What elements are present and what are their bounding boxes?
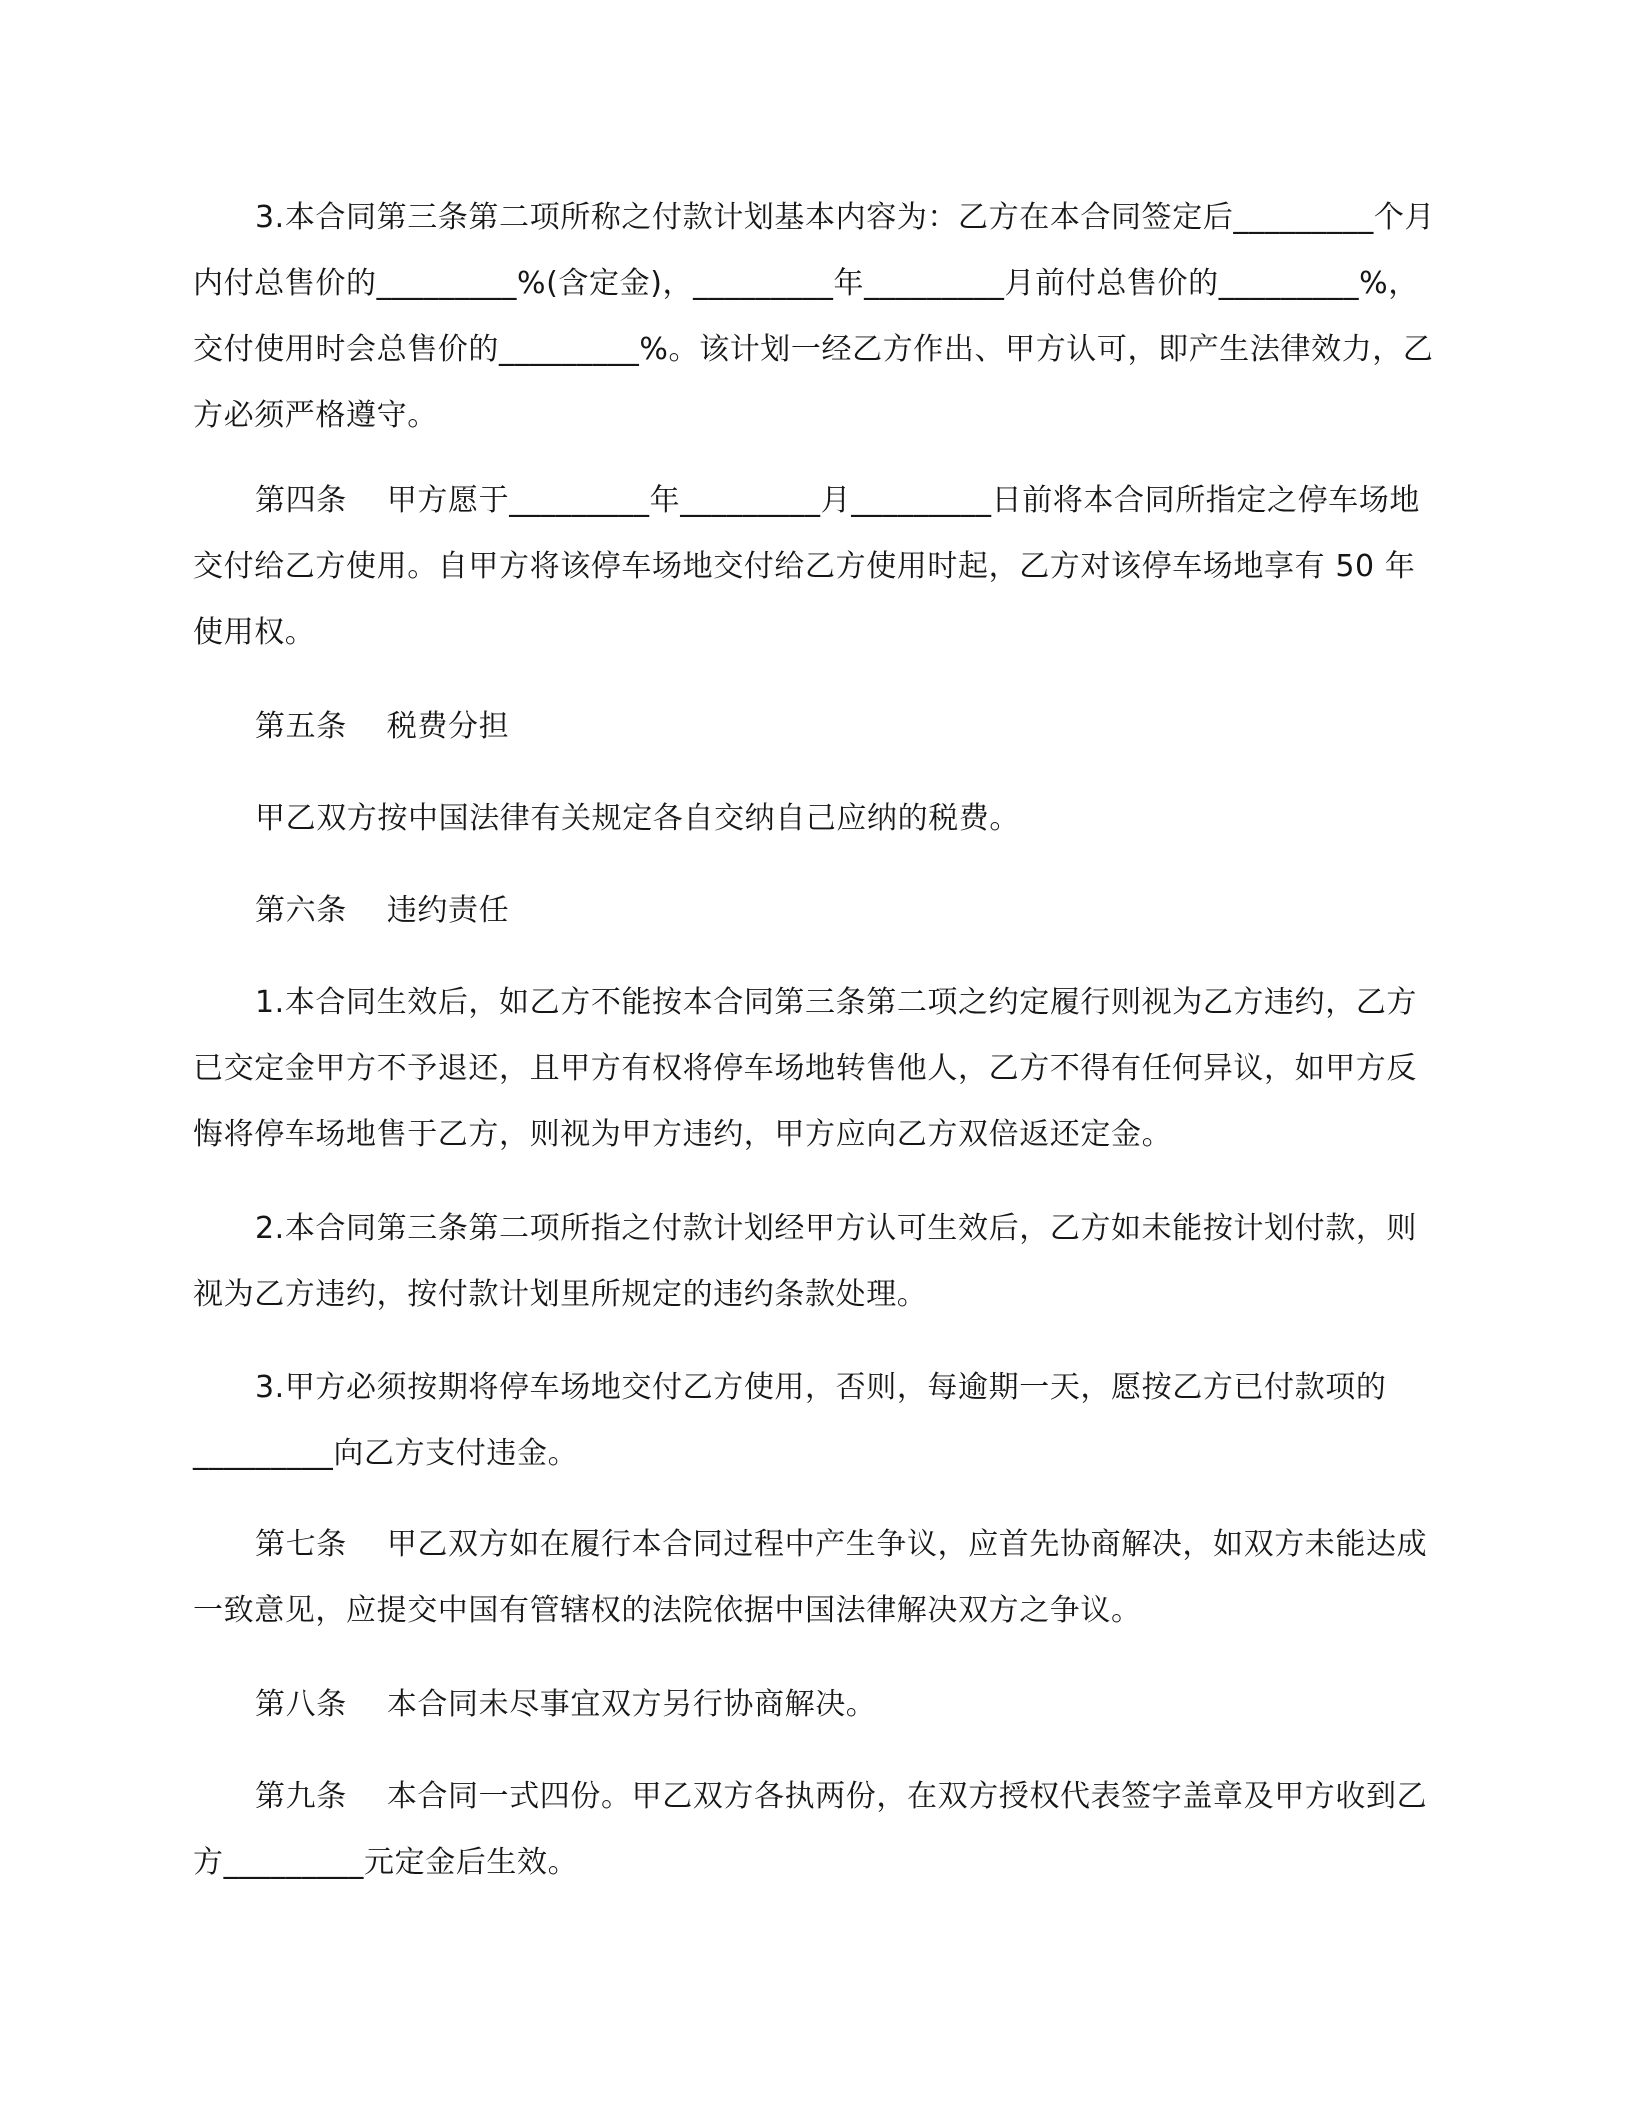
article-heading: 第九条 <box>255 1779 347 1814</box>
paragraph-text: 3.本合同第三条第二项所称之付款计划基本内容为：乙方在本合同签定后_________个月内付总售价的_________%(含定金)，_________年_________月前付总售价的_________%，交付使用时会总售价的_________%。该计划一经乙方作出、甲方认可，即产生法律效力，乙方必须严格遵守。 <box>193 200 1436 433</box>
paragraph-text: 本合同一式四份。甲乙双方各执两份，在双方授权代表签字盖章及甲方收到乙方_________元定金后生效。 <box>193 1779 1428 1880</box>
breach-clause-1 <box>193 970 1441 1168</box>
article-nine-paragraph <box>193 1764 1441 1896</box>
paragraph-text: 本合同未尽事宜双方另行协商解决。 <box>386 1687 877 1722</box>
breach-clause-2 <box>193 1196 1441 1328</box>
article-title: 税费分担 <box>386 709 510 744</box>
article-title: 违约责任 <box>386 893 510 928</box>
payment-plan-paragraph <box>193 185 1441 449</box>
breach-clause-3 <box>193 1355 1441 1487</box>
article-seven-paragraph <box>193 1512 1441 1644</box>
article-heading: 第七条 <box>255 1527 347 1562</box>
article-heading: 第四条 <box>255 483 347 518</box>
article-five-heading <box>193 694 1441 760</box>
paragraph-text: 2.本合同第三条第二项所指之付款计划经甲方认可生效后，乙方如未能按计划付款，则视为乙方违约，按付款计划里所规定的违约条款处理。 <box>193 1211 1418 1312</box>
article-heading: 第六条 <box>255 893 347 928</box>
paragraph-text: 甲乙双方如在履行本合同过程中产生争议，应首先协商解决，如双方未能达成一致意见，应提交中国有管辖权的法院依据中国法律解决双方之争议。 <box>193 1527 1428 1628</box>
article-heading: 第五条 <box>255 709 347 744</box>
article-eight-paragraph <box>193 1672 1441 1738</box>
paragraph-text: 甲乙双方按中国法律有关规定各自交纳自己应纳的税费。 <box>255 801 1020 836</box>
paragraph-text: 1.本合同生效后，如乙方不能按本合同第三条第二项之约定履行则视为乙方违约，乙方已交定金甲方不予退还，且甲方有权将停车场地转售他人，乙方不得有任何异议，如甲方反悔将停车场地售于乙方，则视为甲方违约，甲方应向乙方双倍返还定金。 <box>193 985 1418 1152</box>
article-six-heading <box>193 878 1441 944</box>
paragraph-text: 3.甲方必须按期将停车场地交付乙方使用，否则，每逾期一天，愿按乙方已付款项的_________向乙方支付违金。 <box>193 1370 1387 1471</box>
article-heading: 第八条 <box>255 1687 347 1722</box>
paragraph-text: 甲方愿于_________年_________月_________日前将本合同所指定之停车场地交付给乙方使用。自甲方将该停车场地交付给乙方使用时起，乙方对该停车场地享有 50 年使用权。 <box>193 483 1421 650</box>
article-four-paragraph <box>193 468 1441 666</box>
tax-paragraph <box>193 786 1441 852</box>
